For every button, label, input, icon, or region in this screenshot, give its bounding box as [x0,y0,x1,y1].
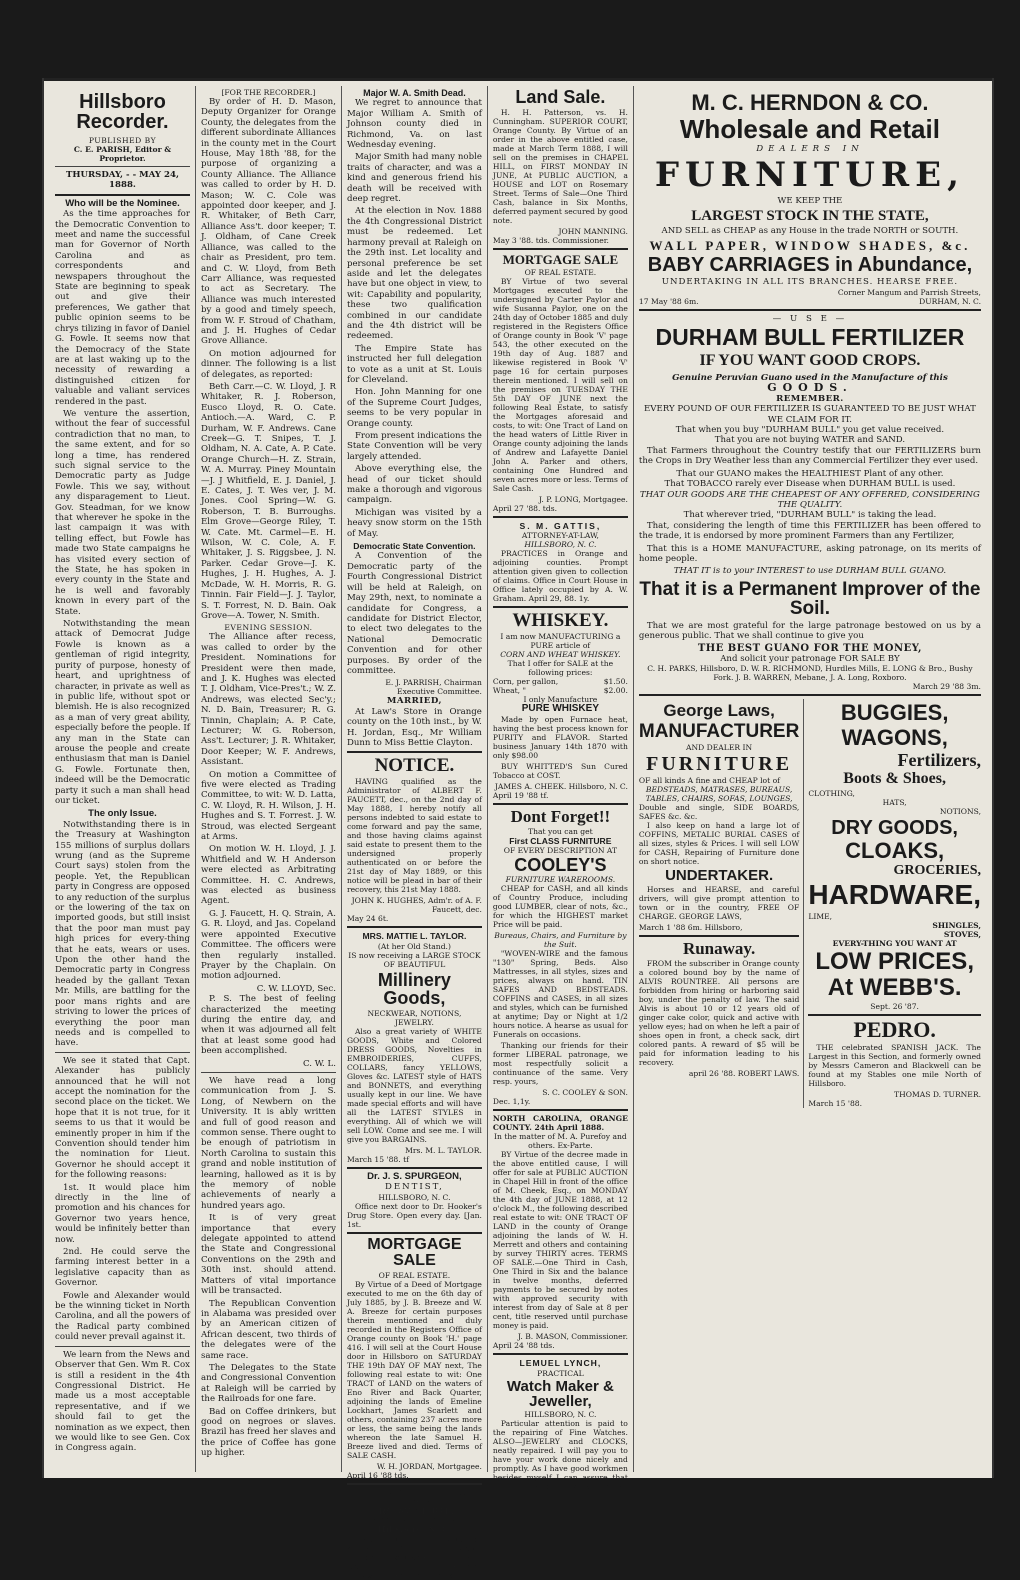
article-paragraph: Above everything else, the head of our ticket should make a thorough and vigorous campaign. [346,464,482,506]
baby-carriages: BABY CARRIAGES in Abundance, [647,254,973,277]
herndon-footer [639,297,981,306]
gattis-location: HILLSBORO, N. C. [524,540,597,550]
hardware: HARDWARE, [808,879,981,911]
signature: JAMES A. CHEEK. Hillsboro, N. C. [494,781,628,791]
article-paragraph: We learn from the News and Observer that Gen. Wm R. Cox is still a resident in the 4th Congressional District. He made us a most acceptable representative, and if we should fail to get the nomination as we expect, then we would like to see Gen. Cox in Congress again. [55,1349,190,1454]
millinery-title: Millinery Goods, [377,969,451,1008]
article-paragraph: On motion W. H. Lloyd, J. J. Whitfield and W. H Anderson were elected as Arbitrating Committee. H. C. Andrews, was elected as business Agent. [200,844,336,907]
article-paragraph: We venture the assertion, without the fear of successful contradiction that no man, to the same extent, and for so long a time, has rendered such signal service to the Democratic party as Judge Fowle. This we say, without any disparagement to Lieut. Gov. Steadman, for we know that wherever he spoke in the last campaign it was with telling effect, but Fowle has made two State campaigns he has visited every section of the State, he has spoken in every county in the State and he is well and favorably known in every part of the State. [55,408,190,617]
hearse: Horses and HEARSE, and careful drivers, will give prompt attention to town or in the country, FREE OF CHARGE. GEORGE LAWS, [638,885,800,922]
laws-ad [639,699,804,1108]
article-paragraph: We have read a long communication from J. S. Long, of Newbern on the University. It is ably written and full of good reason and common sense. There ought to be enough of patriotism in North Carolina to sustain this grand and noble institution of learning, hallowed as it is by the memory of noble achievements of nearly a hundred years ago. [200,1075,336,1211]
taylor-name: MRS. MATTIE L. TAYLOR. [362,931,467,942]
dealers-list: C. H. PARKS, Hillsboro, D. W. R. RICHMOND, Hurdles Mills, E. LONG & Bro., Bushy Fork. J. B. WARREN, Mebane, J. A. Long, Roxboro. [647,664,973,683]
signature: S. C. COOLEY & SON. [542,1088,628,1098]
spurgeon-body: Office next door to Dr. Hooker's Drug Store. Open every day. [Jan. 1st. [346,1201,482,1229]
signature: J. B. MASON, Commissioner. [517,1332,628,1342]
taking-lead: That wherever tried, "DURHAM BULL" is taking the lead. [683,510,937,521]
columns [50,86,986,1580]
column-4 [488,86,634,1500]
price-value: $1.50. [603,677,628,687]
wall-paper: WALL PAPER, WINDOW SHADES, &c. [649,238,971,254]
furniture-2-body: OF all kinds A fine and CHEAP lot of [638,776,780,786]
whiskey-also: I only Manufacture [523,695,598,705]
furniture-title: FURNITURE, [654,155,965,196]
furniture-2-title: FURNITURE [646,753,793,776]
signature-date: Dec. 1,1y. [492,1097,531,1107]
remember-label: REMEMBER. [776,393,844,404]
editor: C. E. PARISH, Editor & Proprietor. [73,145,172,163]
nc-body: In the matter of M. A. Purefoy and others. Ex-Parte. [494,1132,627,1151]
herndon-address: Corner Mangum and Parrish Streets, [837,287,981,297]
article-paragraph: Michigan was visited by a heavy snow storm on the 15th of May. [346,507,482,539]
webbs-date: Sept. 26 '87. [870,1002,919,1012]
spurgeon-name: Dr. J. S. SPURGEON, [367,1170,462,1182]
we-keep: WE KEEP THE [777,196,843,207]
guarantee: EVERY POUND OF OUR FERTILIZER IS GUARANTEED TO BE JUST WHAT WE CLAIM FOR IT. [644,404,976,425]
best-guano: THE BEST GUANO FOR THE MONEY, [697,642,923,654]
signature-date: April 19 '88 tf. [492,790,549,800]
pedro-date: March 15 '88. [808,1099,863,1109]
whiskey-body: I am now MANUFACTURING a PURE article of [500,632,621,651]
lynch-name: LEMUEL LYNCH, [519,1358,602,1369]
article-paragraph: The Empire State has instructed her full delegation to vote as a unit at St. Louis for Cleveland. [346,343,482,385]
laws-title: George Laws, [663,701,775,721]
pedro-title: PEDRO. [808,1019,981,1041]
for-recorder: [FOR THE RECORDER.] [221,88,316,97]
cooley-body-2: "WOVEN-WIRE and the famous "130" Spring, Beds. Also Mattresses, in all styles, sizes and prices, always on hand. TIN SAFES AND BEDSTEADS. COFFINS and CASES, in all sizes and styles, which can be furnished at anytime; Day or Night at 1/2 hours notice. A hearse as usual for Funerals on occasions. [492,949,628,1040]
article-paragraph: We regret to announce that Major William A. Smith of Johnson county died in Richmond, Va. on last Wednesday evening. [346,98,482,151]
watch-maker-title: Watch Maker & Jeweller, [506,1377,614,1410]
signature-date: April 27 '88. tds. [492,504,558,513]
undertaker-title: UNDERTAKER. [665,867,774,885]
article-paragraph: 2nd. He could serve the farming interest better in a legislative capacity than as Governor. [55,1247,190,1289]
boots-shoes: Boots & Shoes, [843,770,946,788]
lime: LIME, [808,912,833,922]
home-manufacture: That this is a HOME MANUFACTURE, asking patronage, on its merits of home people. [638,543,981,564]
first-class: First CLASS FURNITURE [509,835,612,846]
herndon-date: 17 May '88 6m. [638,296,699,306]
hearse-date: March 1 '88 6m. Hillsboro, [638,923,743,933]
article-paragraph: Hon. John Manning for one of the Supreme Court Judges, seems to be very popular in Orange county. [346,387,482,429]
low-prices: LOW PRICES, [815,948,974,976]
published-by: PUBLISHED BY [88,136,157,145]
delegate-list: Beth Carr.—C. W. Lloyd, J. R Whitaker, R. J. Roberson, Eusco Lloyd, R. O. Cate. Antioch.—A. Ward, C. P. Durham, W. F. Andrews. Cane Creek—G. T. Snipes, T. J. Oldham, N. A. Cate, A. P. Cate. Orange Church—H. Z. Strain, W. A. Murray. Piney Mountain—J. J Whitfield, E. J. Daniel, J. E. Cates, J. T. Wes ver, J. M. Jones. Cool Spring—W. G. Roberson, T. B. Burroughs. Elm Grove—George Riley, T. W. Cate. Mt. Carmel—E. H. Wilson, W. C. Cole, A. F. Whitaker, J. S. Riggsbee, J. N. Parker. Cedar Grove—J. K. Hughes, J. H. Hughes, A. J. McDade, W. H. Morris, R. G. Tinnin. Fair Field—J. J. Taylor, S. T. Forrest, N. D. Bain. Oak Grove—A. Tower, N. Smith. [200,381,336,621]
pure-whiskey: PURE WHISKEY [521,703,599,715]
nc-body-2: BY Virtue of the decree made in the above entitled cause, I will offer for sale at PUBLIC AUCTION in Chapel Hill in front of the office of M. Cheek, Esq., on MONDAY the 4th day of JUNE 1888, at 12 o'clock M., the following described real estate to wit: ONE TRACT OF LAND in the county of Orange adjoining the lands of W. H. Merrett and others and containing by survey THIRTY acres. TERMS OF SALE.—One Third in Cash, One Third in Six and the balance in twelve months, deferred payments to be secured by notes with approved security with interest from day of Sale at 8 per cent, title reserved until purchase money is paid. [492,1150,628,1331]
dealer-in: AND DEALER IN [686,743,753,753]
article-heading-convention: Democratic State Convention. [353,541,476,552]
webbs-ad [804,699,981,1108]
article-paragraph: It is of very great importance that every delegate appointed to attend the State and Congressional Conventions on the 29th and 30th inst. should attend. Matters of vital importance will be transacted. [200,1213,336,1297]
undertaking: UNDERTAKING IN ALL ITS BRANCHES. HEARSE FREE. [661,277,959,288]
article-paragraph: Major Smith had many noble traits of character, and was a kind and generous friend his death will be received with deep regret. [346,152,482,205]
hats: HATS, [882,798,907,808]
solicit: And solicit your patronage FOR SALE BY [720,653,900,664]
runaway-signature: april 26 '88. ROBERT LAWS. [688,1069,800,1079]
gattis-title: ATTORNEY-AT-LAW, [521,531,599,541]
healthiest: That our GUANO makes the HEALTHIEST Plant of any other. [676,468,944,479]
cooley-title: COOLEY'S [514,855,607,876]
first-sub: OF EVERY DESCRIPTION AT [503,846,618,856]
column-1 [50,86,196,1472]
cheapest: THAT OUR GOODS ARE THE CHEAPEST OF ANY OFFERED, CONSIDERING THE QUALITY. [639,489,980,510]
graham-body: Practice in the Counties of Alamance Caswell, Durham, Guilford, Rockingham Person and Orange. Also—In the Federal Courts at R and Greensboro. [346,1535,482,1580]
groceries: GROCERIES, [893,863,981,879]
stoves: STOVES, [943,930,981,940]
taylor-body: IS now receiving a LARGE STOCK OF BEAUTIFUL [348,950,481,969]
cooley-body-3: Thanking our friends for their former LIBERAL patronage, we most respectfully solicit a continuance of the same. Very resp. yours, [492,1041,628,1087]
price-row [493,686,628,695]
notice-title: NOTICE. [374,755,455,777]
signature-date: May 24 6t. [346,914,389,924]
cloaks: CLOAKS, [845,838,945,864]
pedro-signature: THOMAS D. TURNER. [894,1090,981,1100]
largest-stock: LARGEST STOCK IN THE STATE, [691,207,929,224]
header-rule [44,78,992,81]
herndon-title: M. C. HERNDON & CO. [691,90,929,115]
taylor-body-2: Also a great variety of WHITE GOODS, White and Colored DRESS GOODS, Novelties in EMBROIDERIES, CUFFS, COLLARS, fancy YELLOWS, Gloves &c. LATEST style of HATS and BONNETS, and everything usually kept in our line. We have made special efforts and will have all the LATEST STYLES in everything. All of which we will sell LOW. Come and see me. I will give you BARGAINS. [346,1026,482,1144]
bedsteads: BEDSTEADS, MATRASES, BUREAUS, TABLES, CHAIRS, SOFAS, LOUNGES, [645,785,793,804]
signature: Mrs. M. L. TAYLOR. [405,1145,482,1155]
column-5 [634,86,986,1472]
good-crops: IF YOU WANT GOOD CROPS. [699,352,921,370]
article-heading-issue: The only Issue. [88,808,157,820]
signature-date: April 16 '88 tds. [346,1470,409,1480]
column-3 [342,86,488,1580]
nc-header: NORTH CAROLINA, ORANGE COUNTY. 24th April 1888. [492,1114,628,1133]
married-heading: MARRIED, [386,696,443,707]
article-paragraph: On motion a Committee of five were elected as Trading Committee, to wit: W. D. Latta, C. W. Lloyd, R. H. Wilson, J. H. Hughes and S. T. Forrest. J. W. Stroud, was elected Sergeant at Arms. [200,769,336,843]
bureaus: Bureaus, Chairs, and Furniture by the Suit. [494,931,627,950]
sell-cheap: AND SELL as CHEAP as any House in the trade NORTH or SOUTH. [661,225,959,236]
whiskey-title: WHISKEY. [512,610,609,632]
webbs-title: At WEBB'S. [827,974,962,1002]
newspaper-page [42,78,994,1580]
spurgeon-location: HILLSBORO, N. C. [378,1192,451,1202]
wholesale-title: Wholesale and Retail [679,114,940,144]
article-paragraph: 1st. It would place him directly in the line of promotion and his chances for Governor two years hence, would be infinitely better than now. [55,1182,190,1245]
article-paragraph: The Delegates to the State and Congressional Convention at Raleigh will be carried by the Railroads for one fare. [200,1362,336,1405]
dont-forget-title: Dont Forget!! [510,806,611,826]
article-paragraph: At Law's Store in Orange county on the 10th inst., by W. H. Jordan, Esq., Mr William Dunn to Miss Bettie Clayton. [346,706,482,748]
price-value: $2.00. [603,686,628,696]
signature-date: May 3 '88. tds. Commissioner. [492,236,609,245]
dry-goods: DRY GOODS, [831,817,958,840]
gattis-name: S. M. GATTIS, [519,521,602,531]
shingles: SHINGLES, [932,921,981,931]
taylor-sub: (At her Old Stand.) [377,941,451,951]
price-label: Corn, per gallon, [492,677,559,687]
wagons: WAGONS, [841,725,948,751]
dealers-in: DEALERS IN [756,144,864,154]
buggies: BUGGIES, [840,700,949,726]
graham-names: JOHN W. GRAHAM, THOS. RUFFIN [362,1487,467,1506]
pedro-body: THE celebrated SPANISH JACK. The Largest in this Section, and formerly owned by Messrs Cameron and Blackwell can be found at my Stables one mile North of Hillsboro. [808,1043,981,1089]
mortgage-sub: OF REAL ESTATE. [378,1270,451,1280]
article-paragraph: From present indications the State Convention will be very largely attended. [346,431,482,462]
article-paragraph: P. S. The best of feeling characterized the meeting during the entire day, and when it was adjourned all felt that at least some good had been accomplished. [200,994,336,1057]
article-paragraph: The Alliance after recess, was called to order by the President. Nominations for President were then made, and J. K. Hughes was elected T. J. Oldham, Vice-Pres't.; W. Z. Andrews, was elected Sec'y.; N. D. Bain, Treasurer; R. G. Tinnin, Chaplain; A. P. Cate, Lecturer; W. G. Roberson, Ass't. Lecturer; J. R. Whitaker, Door Keeper; W. F. Andrews, Assistant. [200,632,336,768]
article-paragraph: We see it stated that Capt. Alexander has publicly announced that he will not accept the nomination for the second place on the ticket. We hope that it is not true, for it seems to us that it would be eminently proper in him if the Convention should tender him the nomination for Lieut. Governor he should accept it for the following reasons: [55,1055,190,1181]
article-paragraph: By order of H. D. Mason, Deputy Organizer for Orange County, the delegates from the different subordinate Alliances in the county met in the Court House, May 18th '88, for the purpose of organizing a County Alliance. The Alliance was called to order by H. D. Mason; W. C. Cole was appointed door keeper, and J. R. Whitaker, of Beth Carr, Alliance Ass't. door keeper; T. J. Oldham, of Cane Creek Alliance, was called to the chair as President, pro tem. and C. W. Lloyd, from Beth Carr Alliance, was requested to act as Secretary. The Alliance was much interested by a good and timely speech, from W. F. Stroud of Chatham, and J. H. Hughes of Cedar Grove Alliance. [200,97,336,347]
grateful: That we are most grateful for the large patronage bestowed on us by a generous public. That we shall continue to give you [638,620,981,642]
mortgage-sale-title: MORTGAGE SALE [502,252,619,267]
graham-firm: GRAHAM & RUFFIN, [372,1505,457,1516]
article-paragraph: Fowle and Alexander would be the winning ticket in North Carolina, and all the powers of the Radical party combined could never prevail against it. [55,1290,190,1343]
masthead-title: Hillsboro Recorder. [76,91,169,133]
lynch-sub: PRACTICAL [537,1368,584,1378]
durham-bull-date: March 29 '88 3m. [912,682,981,692]
notions: NOTIONS, [939,807,981,817]
warerooms: FURNITURE WAREROOMS. [505,875,616,885]
signature: W. H. JORDAN, Mortgagee. [376,1461,482,1471]
signature: J. P. LONG, Mortgagee. [538,495,628,504]
clothing: CLOTHING, [808,789,855,799]
whiskey-prices-intro: That I offer for SALE at the following prices: [507,659,614,678]
mortgage-body: By Virtue of a Deed of Mortgage executed to me on the 6th day of July 1885, by J. B. Breeze and W. A. Breeze for certain purposes therein mentioned and duly recorded in the Registers Office of Orange county on Book 'H.' page 416. I will sell at the Court House door in Hillsboro on SATURDAY THE 19th DAY OF MAY next, The following real estate to wit: One TRACT of LAND on the waters of Eno River and Back Quarter, adjoining the lands of Emeline Lockhart, James Scarlett and others, containing 237 acres more or less, the same being the lands whereon the late Samuel H. Breeze lived and died. Terms of SALE CASH. [346,1279,482,1460]
mortgage-sale-sub: OF REAL ESTATE. [524,268,597,277]
mortgage-title: MORTGAGE SALE [367,1235,462,1269]
pure-body: Made by open Furnace heat, having the best process known for PURITY and FLAVOR. Started business January 14th 1870 with only $98.00 [492,714,628,760]
permanent-improver: That it is a Permanent Improver of the Soil. [639,578,981,619]
value-received: That when you buy "DURHAM BULL" you get value received. [675,425,945,436]
side-boards: Double and single, SIDE BOARDS, SAFES &c. &c. [638,803,800,822]
whiskey-kinds: CORN AND WHEAT WHISKEY. [500,650,621,660]
signature-date: March 15 '88. tf [346,1154,409,1164]
signature: E. J. PARRISH, Chairman Executive Committee. [385,678,482,697]
your-interest: THAT IT is to your INTEREST to use DURHAM BULL GUANO. [673,566,947,577]
water-sand: That you are not buying WATER and SAND. [714,435,906,446]
tobacco: That TOBACCO rarely ever Disease when DURHAM BULL is used. [664,479,956,490]
signature: C. W. L. [302,1058,336,1069]
dateline: THURSDAY, - - MAY 24, 1888. [65,170,179,191]
evening-session: EVENING SESSION. [224,623,313,633]
pure-body-2: BUY WHITTED'S Sun Cured Tobacco at COST. [492,761,628,780]
signature-date: April 24 '88 tds. [492,1341,555,1351]
article-paragraph: As the time approaches for the Democratic Convention to meet and name the successful man for Governor of North Carolina and as correspondents and newspapers throughout the State are beginning to speak out and give their preferences, We gather that public opinion seems to be chrys tilizing in favor of Daniel G. Fowle. It seems now that the Democracy of the State are at last waking up to the necessity of rewarding a distinguished citizen for valuable and valiant services rendered in the past. [55,209,190,407]
article-paragraph: On motion adjourned for dinner. The following is a list of delegates, as reported: [200,348,336,380]
article-paragraph: Notwithstanding the mean attack of Democrat Judge Fowle is known as a gentleman of rigid integrity, purity of purpose, honesty of heart, and uprightness of character, in private as well as in public life, without spot or blemish. He is also recognized as a man of very great ability, especially before the people. If any man in the State can arouse the people and create enthusiasm that man is Daniel G. Fowle. Fortunate then, indeed will be the Democratic party it such a man shall head our ticket. [55,619,190,806]
neckwear: NECKWEAR, NOTIONS, JEWELRY. [367,1008,462,1027]
peruvian: Genuine Peruvian Guano used in the Manufacture of this [672,373,948,384]
herndon-location: DURHAM, N. C. [919,296,981,306]
every-thing: EVERY-THING YOU WANT AT [832,939,957,949]
land-sale-body: H. H. Patterson, vs. H. Cunningham. SUPERIOR COURT, Orange County. By Virtue of an order in the above entitled case, made at March Term 1888, I will sell on the premises in CHAPEL HILL, on FIRST MONDAY IN JUNE, At PUBLIC AUCTION, a HOUSE and LOT on Rosemary Street. Terms of Sale—One Third Cash, balance in Six Months, deferred payment secured by good note. [492,108,628,225]
signature: JOHN K. HUGHES, Adm'r. of A. F. Faucett, dec. [351,896,482,915]
graham-title: ATTORNEYS AT LAW, [372,1516,457,1525]
column-2 [196,86,342,1472]
cooley-body: CHEAP for CASH, and all kinds of Country Produce, including good LUMBER, clear of nots, &c., for which the HIGHEST market Price will be paid. [492,884,628,930]
article-paragraph: G. J. Faucett, H. Q. Strain, A. G. R. Lloyd, and Jas. Copeland were appointed Executive Committee. The officers were then regularly installed. Prayer by the Chaplain. On motion adjourned. [200,908,336,982]
article-heading-nominee: Who will be the Nominee. [65,197,180,209]
durham-bull-title: DURHAM BULL FERTILIZER [655,324,965,351]
graham-location: Hillsboro, N. C. [377,1525,452,1535]
article-paragraph: A Convention of the Democratic party of the Fourth Congressional District will be held at Raleigh, on May 29th, next, to nominate a candidate for Congress, a candidate for District Elector, to elect two delegates to the National Democratic Convention and for other purposes. By order of the committee. [346,551,482,676]
goods-label: GOODS. [767,381,853,395]
article-paragraph: At the election in Nov. 1888 the 4th Congressional District must be redeemed. Let harmony prevail at Raleigh on the 29th inst. Let locality and personal preference be set aside and let the delegates have but one object in view, to wit: Capability and popularity, these two qualification combined in our candidate and the 4th district will be redeemed. [346,206,482,342]
manufacturer-title: MANUFACTURER [638,721,800,743]
coffins: I also keep on hand a large lot of COFFINS, METALIC BURIAL CASES of all sizes, styles & Prices. I will sell LOW for CASH, Repairing of Furniture done on short notice. [638,821,800,867]
watch-body: Particular attention is paid to the repairing of Fine Watches. ALSO—JEWELRY and CLOCKS, neatly repaired. I will pay you to have your work done nicely and promptly. As I have good workmen besides myself I can assure that all work is done neatly. April 23 '88. tf. [492,1418,628,1500]
dentist-label: DENTIST, [384,1182,444,1193]
signature: C. W. LLOYD, Sec. [256,983,336,994]
gattis-body: PRACTICES in Orange and adjoining counties. Prompt attention given given to collection of claims. Office in Court House in Office lately occupied by A. W. Graham. April 29, 88. 1y. [492,549,628,604]
runaway-body: FROM the subscriber in Orange county a colored bound boy by the name of ALVIS ROUNTREE. All persons are forbidden from hiring or harboring said boy, under the penalty of law. The said Alvis is about 10 or 12 years old of ginger cake color, quick and active with yellow eyes; had on when he left a pair of shoes open in front, a check sack, dirt colored pants. A reward of $5 will be paid for information leading to his recovery. [638,959,800,1068]
price-row [493,677,628,686]
mortgage-sale-body: BY Virtue of two several Mortgages executed to the undersigned by Carter Paylor and wife Susanna Paylor, one on the 24th day of October 1885 and duly registered in the Registers Office of Orange county in Book 'V' page 543, the other executed on the 19th day of Aug. 1887 and likewise registered in Book 'V' page 16 for certain purposes therein mentioned. I will sell on the premises on TUESDAY THE 5th DAY OF JUNE next the following Real Estate, to satisfy the Mortgages aforesaid and costs, to wit: One Tract of Land on the head waters of Little River in Orange county adjoining the lands of Andrew and Lafayette Daniel John A. Parker and others, containing One Hundred and seven acres more or less. Terms of Sale Cash. [492,277,628,493]
price-label: Wheat, " [492,686,526,696]
runaway-title: Runaway. [682,939,756,959]
article-paragraph: Notwithstanding there is in the Treasury at Washington 155 millions of surplus dollars wrung (and as the Supreme Court says) stolen from the people. Yet, the Republican party in Congress are opposed to any reduction of the surplus or the lowering of the tax on imported goods, but still insist that the poor man must pay high prices for every-thing that he eats, wears or uses. Upon the other hand the Democratic party in Congress headed by the gallant Texan Mr. Mills, are battling for the poor mans rights and are striving to lower the prices of everything the poor man needs and is compelled to have. [55,819,190,1049]
watch-location: HILLSBORO, N. C. [524,1409,597,1419]
dont-body: That you can get [528,826,593,836]
endorsed: That, considering the length of time this FERTILIZER has been offered to the trade, it is endorsed by more prominent Farmers than any Fertilizer, [638,520,981,542]
article-paragraph: Bad on Coffee drinkers, but good on negroes or slaves. Brazil has freed her slaves and the price of Coffee has gone up higher. [200,1406,336,1459]
notice-body: HAVING qualified as the Administrator of ALBERT F. FAUCETT, dec., on the 2nd day of May 1888, I hereby notify all persons indebted to said estate to come forward and pay the same, and those having claims against said estate to present them to the undersigned properly authenticated on or before the 21st day of May 1889, or this notice will be plead in bar of their recovery, this 21st May 1888. [346,777,482,895]
signature: JOHN MANNING. [558,227,628,236]
article-paragraph: The Republican Convention in Alabama was presided over by an American citizen of African descent, two thirds of the delegates were of the same race. [200,1298,336,1361]
lower-ads [639,699,981,1108]
fertilizers: Fertilizers, [897,750,981,771]
land-sale-title: Land Sale. [515,87,606,107]
farmers-testify: That Farmers throughout the Country testify that our FERTILIZERS burn the Crops in Dry Weather less than any Commercial Fertilizer they ever used. [638,445,981,467]
article-heading-smith: Major W. A. Smith Dead. [363,88,466,98]
use-label: — U S E — [772,313,848,324]
